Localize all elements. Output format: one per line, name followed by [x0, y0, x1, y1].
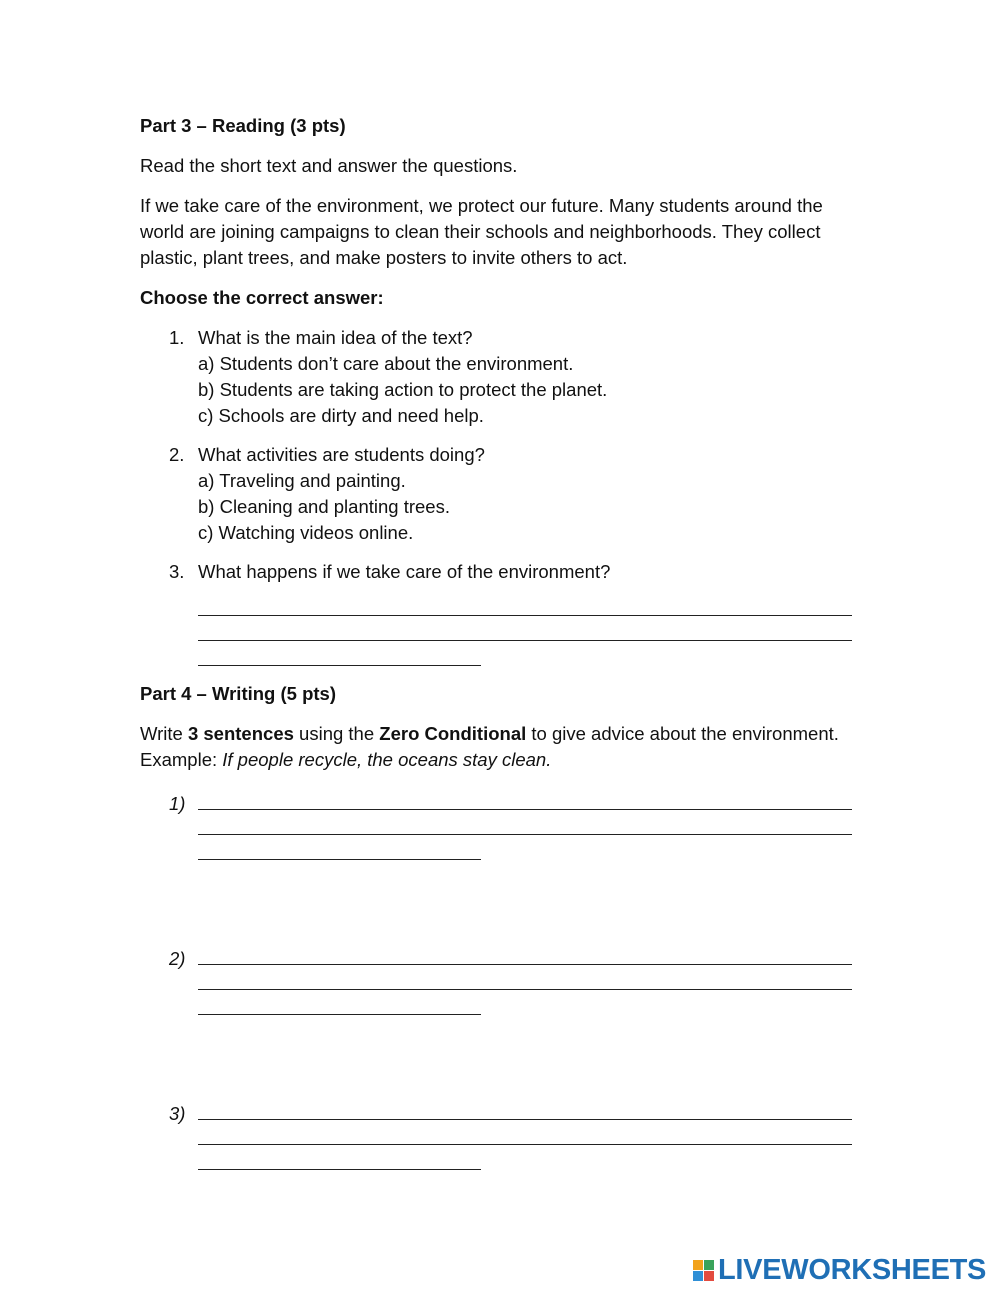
answer-line[interactable]	[198, 1145, 481, 1170]
writing-item-3	[140, 1095, 852, 1170]
logo-text: LIVEWORKSHEETS	[718, 1253, 987, 1286]
item-number: 1)	[169, 793, 186, 814]
question-text: What happens if we take care of the environment?	[198, 561, 611, 582]
example-line	[140, 747, 852, 773]
question-3	[140, 559, 852, 585]
writing-item-2	[140, 940, 852, 1015]
answer-line[interactable]	[198, 1095, 852, 1120]
answer-line[interactable]	[198, 785, 852, 810]
question-number: 2.	[169, 444, 185, 465]
answer-line[interactable]	[198, 940, 852, 965]
answer-option[interactable]: a) Students don’t care about the environment.	[198, 353, 574, 374]
liveworksheets-logo-icon	[693, 1260, 714, 1281]
answer-option[interactable]: c) Schools are dirty and need help.	[198, 405, 484, 426]
question-1	[140, 325, 852, 429]
instruction-text: Write	[140, 723, 188, 744]
instruction-bold: Zero Conditional	[379, 723, 527, 744]
writing-item-1	[140, 785, 852, 860]
answer-line[interactable]	[198, 616, 852, 641]
question-text: What activities are students doing?	[198, 444, 485, 465]
answer-line[interactable]	[198, 835, 481, 860]
part3-title: Part 3 – Reading (3 pts)	[140, 115, 346, 136]
worksheet-page	[140, 113, 852, 1170]
question-2	[140, 442, 852, 546]
part4-title: Part 4 – Writing (5 pts)	[140, 683, 336, 704]
answer-line[interactable]	[198, 990, 481, 1015]
answer-option[interactable]: b) Cleaning and planting trees.	[198, 496, 450, 517]
answer-option[interactable]: c) Watching videos online.	[198, 522, 414, 543]
answer-option[interactable]: a) Traveling and painting.	[198, 470, 406, 491]
choose-label: Choose the correct answer:	[140, 287, 384, 308]
example-sentence: If people recycle, the oceans stay clean.	[222, 749, 552, 770]
instruction-text: using the	[293, 723, 380, 744]
answer-line[interactable]	[198, 1120, 852, 1145]
question-3-answer-area	[198, 591, 852, 666]
item-number: 2)	[169, 948, 186, 969]
question-text: What is the main idea of the text?	[198, 327, 473, 348]
answer-line[interactable]	[198, 965, 852, 990]
question-number: 3.	[169, 561, 185, 582]
instruction-text: to give advice about the environment.	[526, 723, 839, 744]
answer-line[interactable]	[198, 591, 852, 616]
answer-line[interactable]	[198, 810, 852, 835]
item-number: 3)	[169, 1103, 186, 1124]
answer-option[interactable]: b) Students are taking action to protect the planet.	[198, 379, 608, 400]
liveworksheets-logo[interactable]	[693, 1255, 986, 1285]
answer-line[interactable]	[198, 641, 481, 666]
part3-instruction: Read the short text and answer the questions.	[140, 155, 518, 176]
example-label: Example:	[140, 749, 223, 770]
part4-instruction	[140, 721, 852, 747]
reading-passage: If we take care of the environment, we protect our future. Many students around the world are joining campaigns to clean their schools and neighborhoods. They collect plastic, plant trees, and make posters to invite others to act.	[140, 195, 823, 268]
question-number: 1.	[169, 327, 185, 348]
instruction-bold: 3 sentences	[187, 723, 294, 744]
